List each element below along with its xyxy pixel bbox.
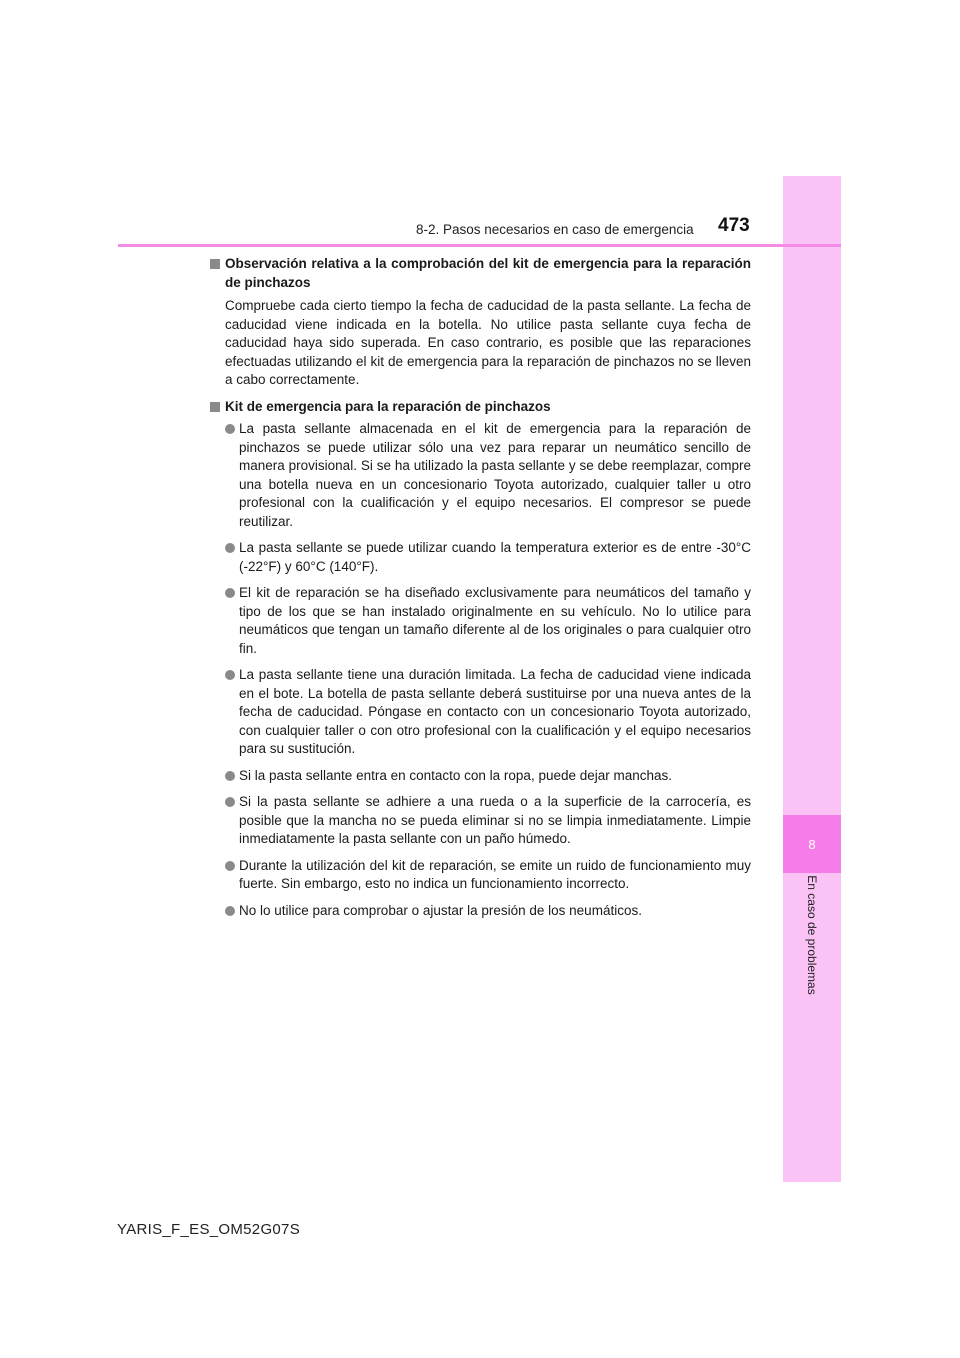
chapter-label: En caso de problemas [805, 875, 819, 995]
circle-bullet-icon [225, 670, 235, 680]
list-item-text: Si la pasta sellante entra en contacto con la ropa, puede dejar manchas. [239, 767, 673, 783]
list-item [210, 767, 751, 786]
document-code: YARIS_F_ES_OM52G07S [117, 1221, 301, 1238]
list-item [210, 857, 751, 894]
circle-bullet-icon [225, 543, 235, 553]
circle-bullet-icon [225, 771, 235, 781]
section-heading [210, 398, 751, 417]
section-heading-text: Kit de emergencia para la reparación de pinchazos [225, 398, 551, 414]
chapter-side-tab [783, 176, 841, 1182]
list-item-text: La pasta sellante se puede utilizar cuando la temperatura exterior es de entre -30°C (-22°F) y 60°C (140°F). [239, 540, 751, 574]
header-section-title: 8-2. Pasos necesarios en caso de emergencia [416, 222, 694, 237]
circle-bullet-icon [225, 797, 235, 807]
list-item-text: La pasta sellante almacenada en el kit de emergencia para la reparación de pinchazos se puede utilizar sólo una vez para reparar un neumático sencillo de manera provisional. Si se ha utilizado la pasta sellante y se debe reemplazar, compre una botella nueva en un concesionario Toyota autorizado, cualquier taller u otro profesional con la cualificación y el equipo necesarios. El compresor se puede reutilizar. [239, 421, 751, 529]
circle-bullet-icon [225, 861, 235, 871]
square-bullet-icon [210, 259, 220, 269]
chapter-number-tab [783, 815, 841, 873]
page-number: 473 [718, 215, 750, 236]
list-item [210, 902, 751, 921]
list-item-text: Si la pasta sellante se adhiere a una rueda o a la superficie de la carrocería, es posible que la mancha no se pueda eliminar si no se limpia inmediatamente. Limpie inmediatamente la pasta sellante con un paño húmedo. [239, 794, 751, 846]
list-item [210, 584, 751, 658]
bullet-list [210, 420, 751, 920]
section-paragraph: Compruebe cada cierto tiempo la fecha de caducidad de la pasta sellante. La fecha de caducidad viene indicada en la botella. No utilice pasta sellante cuya fecha de caducidad haya sido superada. En caso contrario, es posible que las reparaciones efectuadas utilizando el kit de emergencia para la reparación de pinchazos no se lleven a cabo correctamente. [225, 298, 751, 387]
list-item [210, 666, 751, 759]
circle-bullet-icon [225, 906, 235, 916]
list-item-text: No lo utilice para comprobar o ajustar la presión de los neumáticos. [239, 902, 642, 918]
list-item [210, 539, 751, 576]
square-bullet-icon [210, 402, 220, 412]
section-heading-text: Observación relativa a la comprobación del kit de emergencia para la reparación de pinchazos [225, 256, 751, 290]
list-item [210, 793, 751, 849]
section-heading [210, 255, 751, 292]
chapter-number: 8 [808, 836, 816, 852]
circle-bullet-icon [225, 424, 235, 434]
list-item [210, 420, 751, 531]
header-rule [118, 244, 841, 247]
list-item-text: El kit de reparación se ha diseñado exclusivamente para neumáticos del tamaño y tipo de los que se han instalado originalmente en su vehículo. No lo utilice para neumáticos que tengan un tamaño diferente al de los originales o para cualquier otro fin. [239, 585, 751, 656]
list-item-text: La pasta sellante tiene una duración limitada. La fecha de caducidad viene indicada en el bote. La botella de pasta sellante deberá sustituirse por una nueva antes de la fecha de caducidad. Póngase en contacto con un concesionario Toyota autorizado, con cualquier taller o con otro profesional con la cualificación y el equipo necesarios para su sustitución. [239, 667, 751, 756]
list-item-text: Durante la utilización del kit de reparación, se emite un ruido de funcionamiento muy fuerte. Sin embargo, esto no indica un funcionamiento incorrecto. [239, 857, 751, 891]
circle-bullet-icon [225, 588, 235, 598]
main-content [210, 255, 751, 928]
